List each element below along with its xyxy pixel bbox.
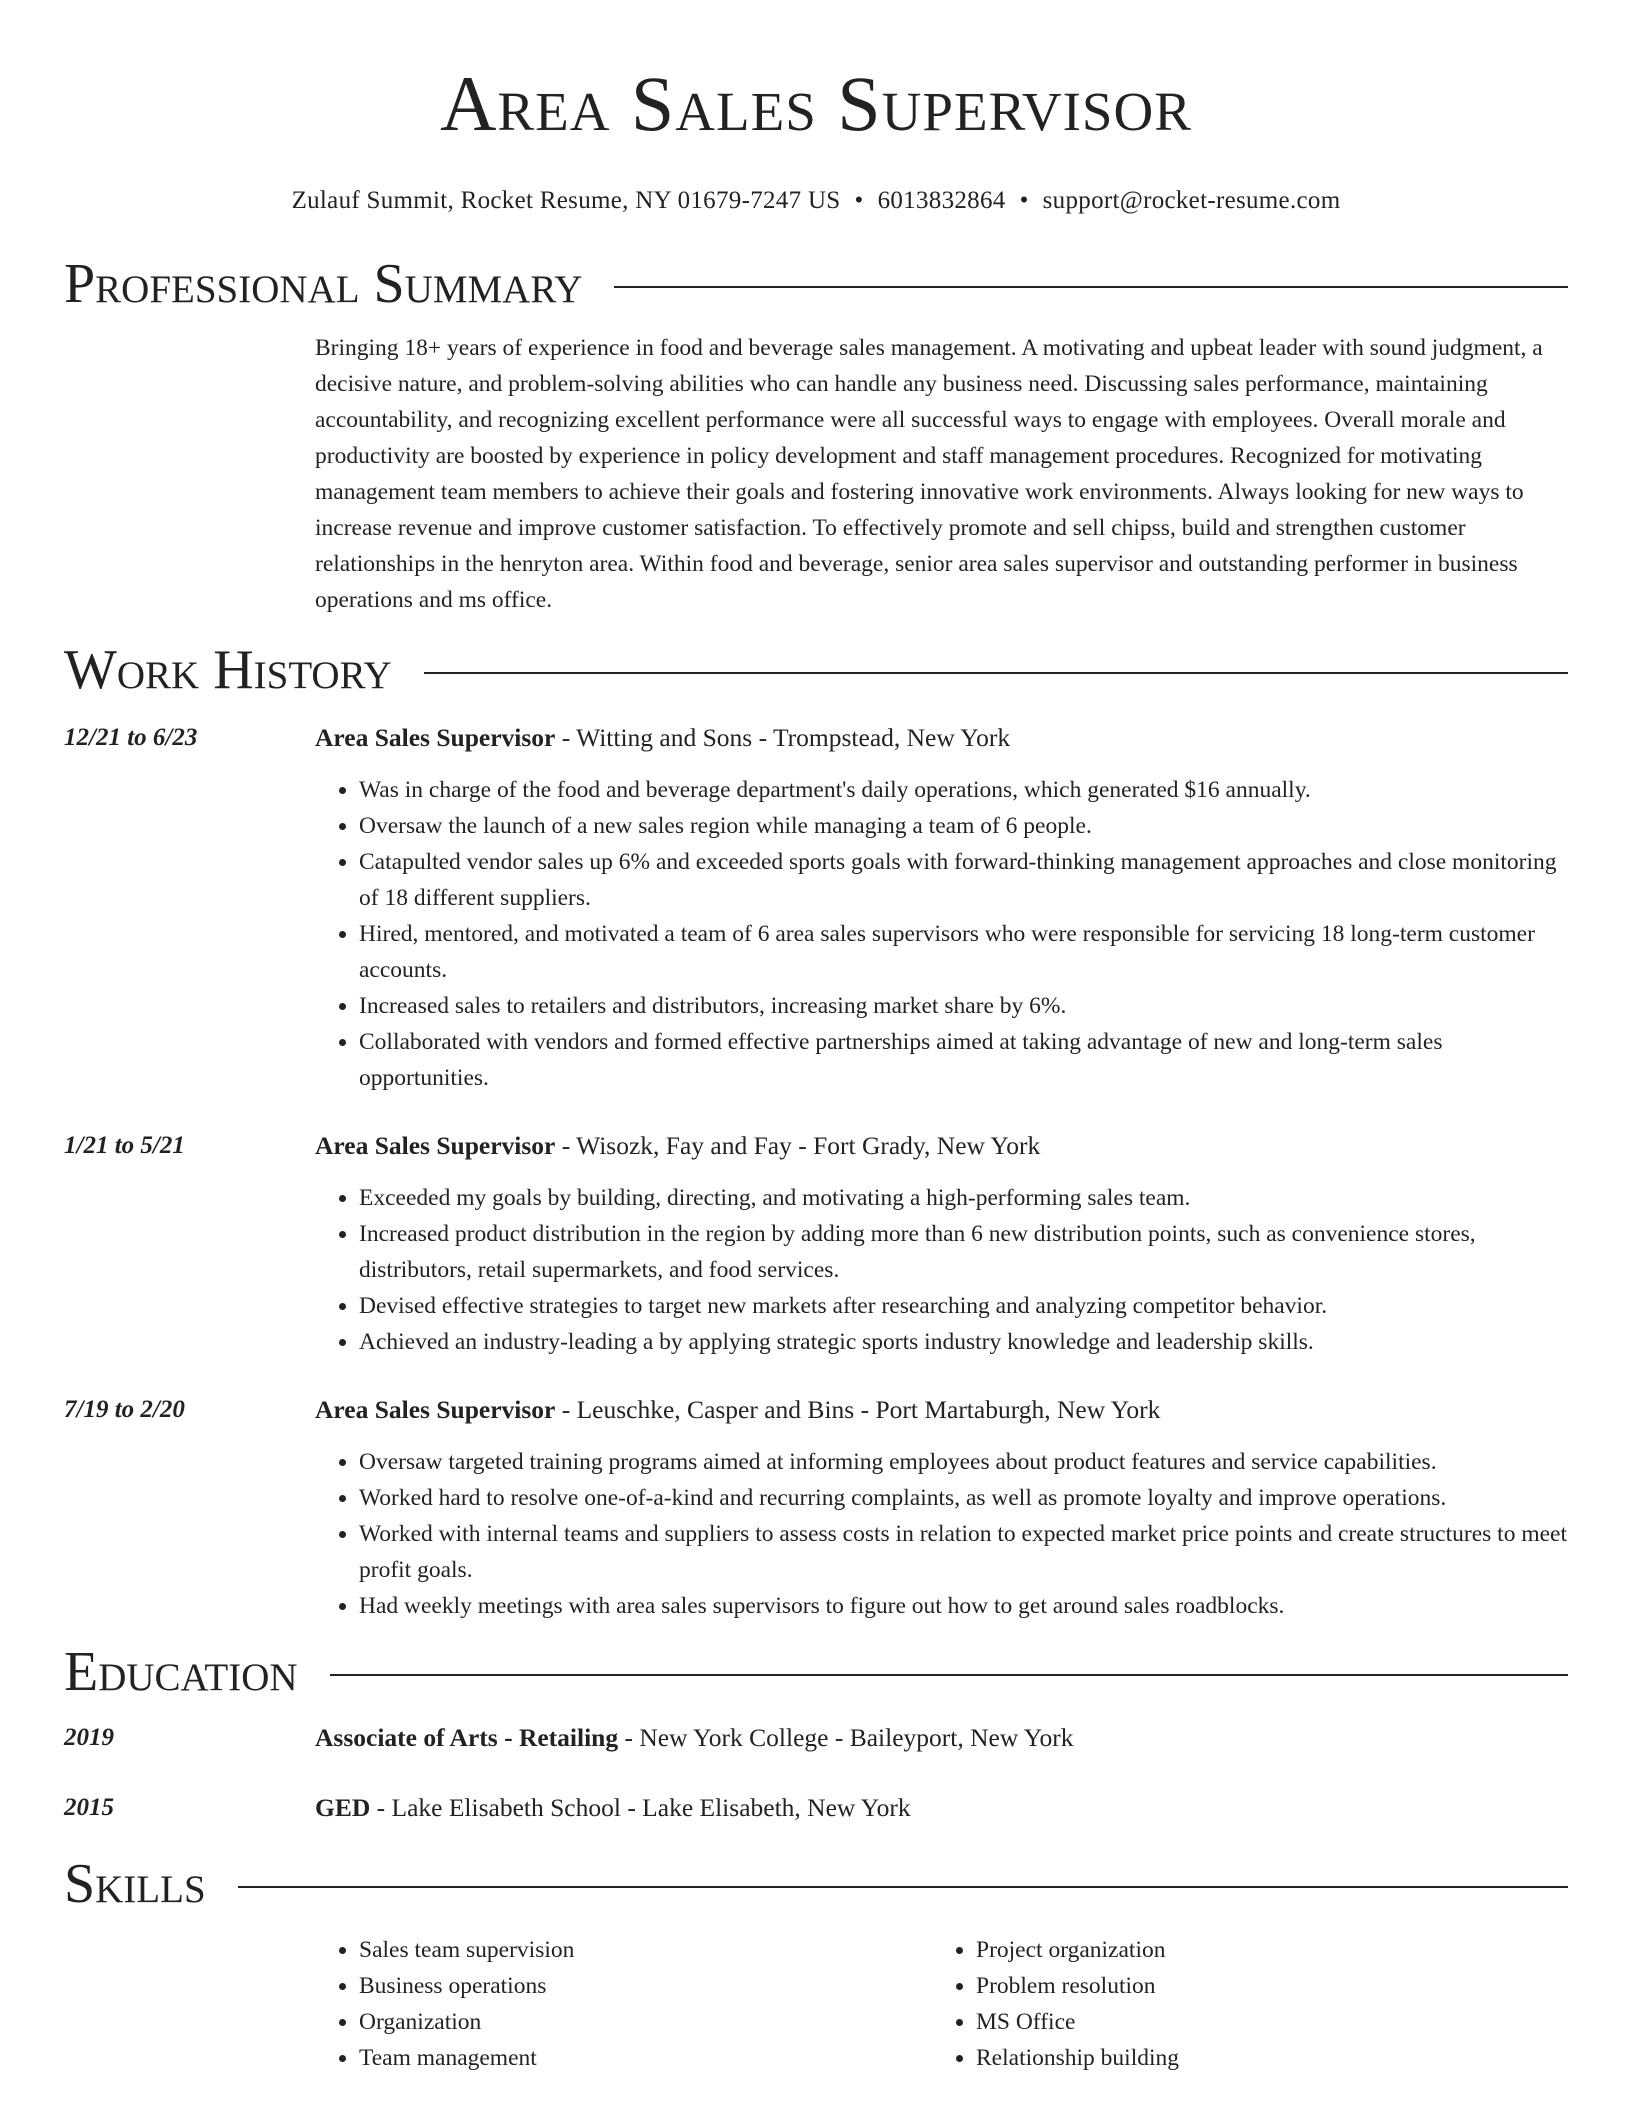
school-details: - New York College - Baileyport, New York <box>618 1723 1074 1752</box>
education-heading <box>64 1640 1568 1704</box>
contact-separator: • <box>854 187 864 214</box>
work-title-line <box>315 720 1568 756</box>
list-item: • Was in charge of the food and beverage department's daily operations, which generated $16 annually. <box>359 772 1568 808</box>
list-item: • Worked with internal teams and suppliers to assess costs in relation to expected market price points and create structures to meet profit goals. <box>359 1516 1568 1588</box>
list-item: • Had weekly meetings with area sales supervisors to figure out how to get around sales roadblocks. <box>359 1588 1568 1624</box>
job-details: - Witting and Sons - Trompstead, New York <box>555 723 1011 752</box>
work-entry <box>64 1392 1568 1624</box>
work-dates: 1/21 to 5/21 <box>64 1132 185 1159</box>
contact-email: support@rocket-resume.com <box>1042 187 1341 214</box>
education-title-line <box>315 1720 1568 1756</box>
contact-phone: 6013832864 <box>877 187 1006 214</box>
skills-heading <box>64 1852 1568 1916</box>
resume-name: Area Sales Supervisor <box>440 60 1192 147</box>
skill-item: • Project organization <box>976 1932 1549 1968</box>
education-year: 2019 <box>64 1724 114 1751</box>
section-divider <box>330 1674 1568 1676</box>
work-title-line <box>315 1392 1568 1428</box>
list-item: • Worked hard to resolve one-of-a-kind and recurring complaints, as well as promote loyalty and improve operations. <box>359 1480 1568 1516</box>
work-bullets <box>315 1444 1568 1624</box>
work-history-heading <box>64 638 1568 702</box>
job-title: Area Sales Supervisor <box>315 1395 556 1424</box>
skill-item: • Organization <box>359 2004 932 2040</box>
degree: GED <box>315 1793 371 1822</box>
school-details: - Lake Elisabeth School - Lake Elisabeth, New York <box>370 1793 911 1822</box>
education-entry <box>64 1790 1568 1826</box>
list-item: • Collaborated with vendors and formed effective partnerships aimed at taking advantage of new and long-term sales opportunities. <box>359 1024 1568 1096</box>
skills-heading-text: Skills <box>64 1853 206 1915</box>
skills-column-left <box>315 1932 932 2076</box>
list-item: • Increased sales to retailers and distributors, increasing market share by 6%. <box>359 988 1568 1024</box>
skill-item: • Business operations <box>359 1968 932 2004</box>
skill-item: • Problem resolution <box>976 1968 1549 2004</box>
contact-address: Zulauf Summit, Rocket Resume, NY 01679-7247 US <box>291 187 841 214</box>
skills-column-right <box>932 1932 1549 2076</box>
work-bullets <box>315 1180 1568 1360</box>
list-item: • Devised effective strategies to target new markets after researching and analyzing competitor behavior. <box>359 1288 1568 1324</box>
list-item: • Exceeded my goals by building, directing, and motivating a high-performing sales team. <box>359 1180 1568 1216</box>
education-title-line <box>315 1790 1568 1826</box>
section-divider <box>424 672 1568 674</box>
section-divider <box>614 286 1568 288</box>
job-details: - Leuschke, Casper and Bins - Port Martaburgh, New York <box>555 1395 1161 1424</box>
skill-item: • MS Office <box>976 2004 1549 2040</box>
skill-item: • Relationship building <box>976 2040 1549 2076</box>
summary-heading <box>64 252 1568 316</box>
list-item: • Increased product distribution in the region by adding more than 6 new distribution points, such as convenience stores, distributors, retail supermarkets, and food services. <box>359 1216 1568 1288</box>
skill-item: • Sales team supervision <box>359 1932 932 1968</box>
work-entry <box>64 720 1568 1096</box>
list-item: • Oversaw the launch of a new sales region while managing a team of 6 people. <box>359 808 1568 844</box>
job-title: Area Sales Supervisor <box>315 1131 556 1160</box>
list-item: • Catapulted vendor sales up 6% and exceeded sports goals with forward-thinking management approaches and close monitoring of 18 different suppliers. <box>359 844 1568 916</box>
work-bullets <box>315 772 1568 1096</box>
skill-item: • Team management <box>359 2040 932 2076</box>
list-item: • Hired, mentored, and motivated a team of 6 area sales supervisors who were responsible for servicing 18 long-term customer accounts. <box>359 916 1568 988</box>
section-divider <box>238 1886 1568 1888</box>
contact-line <box>64 186 1568 216</box>
job-title: Area Sales Supervisor <box>315 723 556 752</box>
summary-text: Bringing 18+ years of experience in food and beverage sales management. A motivating and upbeat leader with sound judgment, a decisive nature, and problem-solving abilities who can handle any business need. Discussing sales performance, maintaining accountability, and recognizing excellent performance were all successful ways to engage with employees. Overall morale and productivity are boosted by experience in policy development and staff management procedures. Recognized for motivating management team members to achieve their goals and fostering innovative work environments. Always looking for new ways to increase revenue and improve customer satisfaction. To effectively promote and sell chipss, build and strengthen customer relationships in the henryton area. Within food and beverage, senior area sales supervisor and outstanding performer in business operations and ms office. <box>315 335 1543 613</box>
resume-page <box>64 0 1568 2076</box>
work-title-line <box>315 1128 1568 1164</box>
work-history-heading-text: Work History <box>64 639 392 701</box>
work-entry <box>64 1128 1568 1360</box>
skills-list <box>315 1932 1568 2076</box>
list-item: • Oversaw targeted training programs aimed at informing employees about product features and service capabilities. <box>359 1444 1568 1480</box>
education-heading-text: Education <box>64 1641 298 1703</box>
summary-heading-text: Professional Summary <box>64 253 583 315</box>
contact-separator: • <box>1019 187 1029 214</box>
list-item: • Achieved an industry-leading a by applying strategic sports industry knowledge and leadership skills. <box>359 1324 1568 1360</box>
education-entry <box>64 1720 1568 1756</box>
work-dates: 7/19 to 2/20 <box>64 1396 185 1423</box>
work-dates: 12/21 to 6/23 <box>64 724 198 751</box>
degree: Associate of Arts - Retailing <box>315 1723 619 1752</box>
job-details: - Wisozk, Fay and Fay - Fort Grady, New York <box>555 1131 1041 1160</box>
education-year: 2015 <box>64 1794 114 1821</box>
